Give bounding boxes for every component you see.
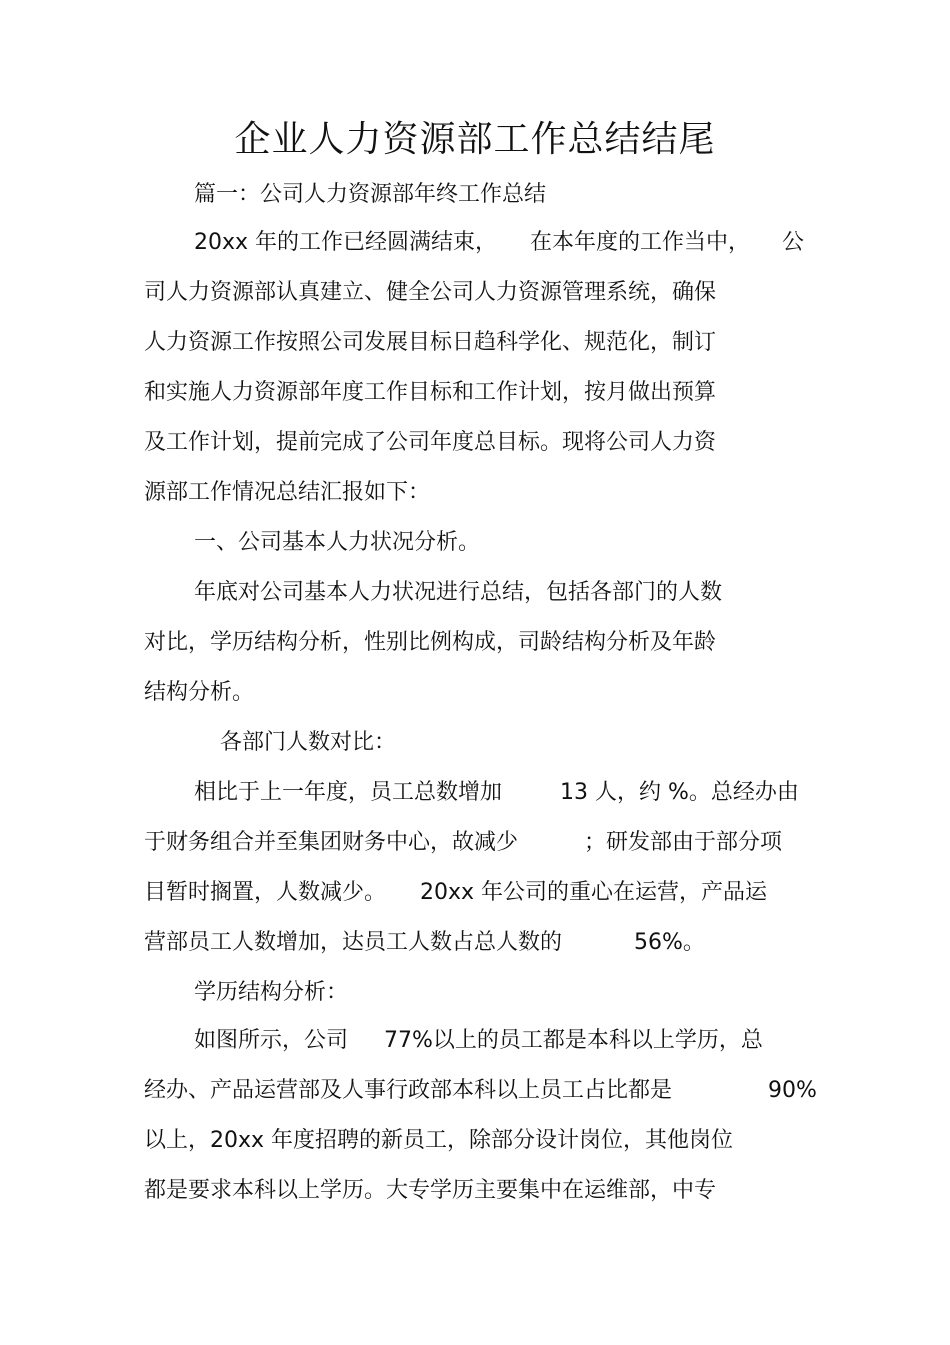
dept-heading: 各部门人数对比： bbox=[220, 730, 397, 755]
edu-line-4: 都是要求本科以上学历。大专学历主要集中在运维部，中专 bbox=[144, 1178, 717, 1203]
summary-line-3: 结构分析。 bbox=[144, 680, 255, 705]
dept-line-2-part-b: ；研发部由于部分项 bbox=[584, 830, 783, 855]
document-title: 企业人力资源部工作总结结尾 bbox=[234, 119, 716, 160]
summary-line-1: 年底对公司基本人力状况进行总结，包括各部门的人数 bbox=[194, 580, 723, 605]
edu-line-2-part-b: 90% bbox=[768, 1078, 817, 1103]
intro-line-1 bbox=[194, 232, 814, 256]
summary-line-2: 对比，学历结构分析，性别比例构成，司龄结构分析及年龄 bbox=[144, 630, 717, 655]
section-heading: 一、公司基本人力状况分析。 bbox=[194, 530, 481, 555]
dept-line-1-part-a: 相比于上一年度，员工总数增加 bbox=[194, 780, 503, 805]
edu-line-1 bbox=[194, 1030, 794, 1054]
intro-line-5: 及工作计划，提前完成了公司年度总目标。现将公司人力资 bbox=[144, 430, 717, 455]
intro-line-6: 源部工作情况总结汇报如下： bbox=[144, 480, 431, 505]
dept-line-1 bbox=[194, 782, 804, 806]
subtitle: 篇一：公司人力资源部年终工作总结 bbox=[194, 182, 547, 207]
dept-line-3 bbox=[144, 882, 794, 906]
dept-line-2-part-a: 于财务组合并至集团财务中心，故减少 bbox=[144, 830, 519, 855]
edu-line-1-part-b: 77%以上的员工都是本科以上学历，总 bbox=[384, 1028, 763, 1053]
intro-line-2: 司人力资源部认真建立、健全公司人力资源管理系统，确保 bbox=[144, 280, 717, 305]
dept-line-1-part-b: 13 人，约 %。总经办由 bbox=[560, 780, 799, 805]
edu-line-2 bbox=[144, 1080, 824, 1104]
edu-line-3: 以上，20xx 年度招聘的新员工，除部分设计岗位，其他岗位 bbox=[144, 1128, 734, 1153]
dept-line-2 bbox=[144, 832, 794, 856]
dept-line-4-part-a: 营部员工人数增加，达员工人数占总人数的 bbox=[144, 930, 563, 955]
dept-line-3-part-b: 20xx 年公司的重心在运营，产品运 bbox=[420, 880, 768, 905]
edu-heading: 学历结构分析： bbox=[194, 980, 349, 1005]
intro-line-1-part-a: 20xx 年的工作已经圆满结束， bbox=[194, 230, 498, 255]
intro-line-4: 和实施人力资源部年度工作目标和工作计划，按月做出预算 bbox=[144, 380, 717, 405]
edu-line-2-part-a: 经办、产品运营部及人事行政部本科以上员工占比都是 bbox=[144, 1078, 673, 1103]
edu-line-1-part-a: 如图所示，公司 bbox=[194, 1028, 349, 1053]
intro-line-1-part-b: 在本年度的工作当中， bbox=[530, 230, 751, 255]
dept-line-3-part-a: 目暂时搁置，人数减少。 bbox=[144, 880, 387, 905]
dept-line-4-part-b: 56%。 bbox=[634, 930, 705, 955]
intro-line-3: 人力资源工作按照公司发展目标日趋科学化、规范化，制订 bbox=[144, 330, 717, 355]
dept-line-4 bbox=[144, 932, 744, 956]
intro-line-1-part-c: 公 bbox=[782, 230, 805, 255]
